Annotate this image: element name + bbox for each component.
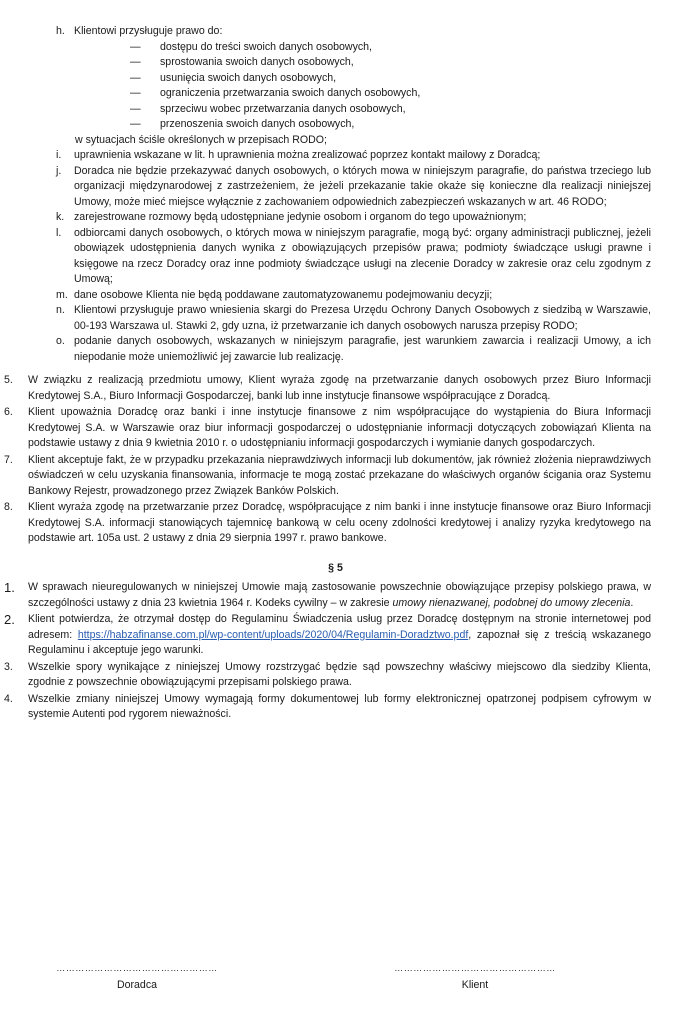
item-text: Klient wyraża zgodę na przetwarzanie przez Doradcę, współpracujące z nim banki i inne instytucje finansowe oraz Biuro Informacji Kredytowej S.A. informacji stanowiących tajemnicę bankową w celu oceny zdolności kredytowej i analizy ryzyka kredytowego na podstawie art. 105a ust. 2 ustawy z dnia 29 sierpnia 1997 r. prawo bankowe. xyxy=(28,501,651,544)
item-label: 5. xyxy=(4,374,13,386)
item-label: j. xyxy=(56,164,62,177)
item-label: 6. xyxy=(4,406,13,418)
right-text: dostępu do treści swoich danych osobowych, xyxy=(160,40,372,53)
item-i xyxy=(56,148,651,164)
item-text xyxy=(28,580,651,611)
item-text: Wszelkie spory wynikające z niniejszej Umowy rozstrzygać będzie sąd powszechny właściwy miejscowo dla siedziby Klienta, zgodnie z powszechnie obowiązującymi przepisami polskiego prawa. xyxy=(28,660,651,688)
signature-klient xyxy=(390,962,560,994)
section-heading: § 5 xyxy=(328,561,343,574)
dash: — xyxy=(130,40,141,53)
right-item xyxy=(130,71,651,87)
s5-paragraph-4 xyxy=(4,692,651,723)
item-text: W związku z realizacją przedmiotu umowy, Klient wyraża zgodę na przetwarzanie danych osobowych przez Biuro Informacji Kredytowej S.A., Biuro Informacji Gospodarczej, banki lub inne instytucje finansowe współpracujące z Doradcą. xyxy=(28,374,651,402)
item-label: o. xyxy=(56,335,65,347)
dash: — xyxy=(130,71,141,84)
paragraph-8 xyxy=(4,500,651,547)
signature-label: Doradca xyxy=(116,979,158,991)
signature-label: Klient xyxy=(461,979,489,991)
item-text-post: , zapoznał się z treścią wskazanego Regulaminu i akceptuje jego warunki. xyxy=(28,628,651,656)
item-label: 3. xyxy=(4,660,13,673)
right-item xyxy=(130,117,651,133)
item-j xyxy=(56,164,651,211)
item-label: 7. xyxy=(4,453,13,466)
item-o xyxy=(56,334,651,365)
item-label: 8. xyxy=(4,501,13,513)
signature-line: …………………………………………… xyxy=(394,963,556,973)
item-text: uprawnienia wskazane w lit. h uprawnienia można zrealizować poprzez kontakt mailowy z Doradcą; xyxy=(74,149,541,161)
right-text: ograniczenia przetwarzania swoich danych osobowych, xyxy=(160,87,421,99)
right-item xyxy=(130,40,651,56)
item-m xyxy=(56,288,651,304)
item-h xyxy=(56,24,651,40)
item-text: podanie danych osobowych, wskazanych w niniejszym paragrafie, jest warunkiem zawarcia i realizacji Umowy, a ich niepodanie może uniemożliwić jej zawarcie lub realizację. xyxy=(74,335,651,363)
dash: — xyxy=(130,56,141,68)
item-text: Klient upoważnia Doradcę oraz banki i inne instytucje finansowe z nim współpracujące do wystąpienia do Biura Informacji Kredytowej S.A. w Warszawie oraz biur informacji gospodarczej o udostępnianie informacji dotyczących zobowiązań Klienta na podstawie ustawy z dnia 9 kwietnia 2010 r. o udostępnianiu informacji gospodarczych i wymianie danych gospodarczych. xyxy=(28,406,651,449)
dash: — xyxy=(130,118,141,130)
s5-paragraph-2 xyxy=(4,612,651,659)
item-label: i. xyxy=(56,149,62,161)
item-text: Klient akceptuje fakt, że w przypadku przekazania nieprawdziwych informacji lub dokumentów, jak również złożenia nieprawdziwych oświadczeń w celu uzyskania finansowania, informacje te mogą zostać przekazane do właściwych organów ścigania oraz Systemu Bankowy Rejestr, prowadzonego przez Związek Banków Polskich. xyxy=(28,453,651,497)
paragraph-6 xyxy=(4,405,651,452)
item-text: Doradca nie będzie przekazywać danych osobowych, o których mowa w niniejszym paragrafie, do państwa trzeciego lub organizacji międzynarodowej z zastrzeżeniem, że jeżeli przekazanie takie okaże się konieczne dla realizacji niniejszej Umowy, może mieć miejsce wyłącznie z zachowaniem odpowiednich zabezpieczeń wskazanych w art. 46 RODO; xyxy=(74,164,651,208)
item-h-tail: w sytuacjach ściśle określonych w przepisach RODO; xyxy=(75,133,327,146)
right-item xyxy=(130,55,651,71)
item-n xyxy=(56,303,651,334)
right-item xyxy=(130,86,651,102)
right-text: sprostowania swoich danych osobowych, xyxy=(160,56,354,68)
item-text-main: W sprawach nieuregulowanych w niniejszej Umowie mają zastosowanie powszechnie obowiązujące przepisy polskiego prawa, w szczególności ustawy z dnia 23 kwietnia 1964 r. Kodeks cywilny – w zakresie xyxy=(28,581,651,609)
item-text: Wszelkie zmiany niniejszej Umowy wymagają formy dokumentowej lub formy elektronicznej opatrzonej podpisem cyfrowym w systemie Autenti pod rygorem nieważności. xyxy=(28,692,651,720)
s5-paragraph-3 xyxy=(4,660,651,691)
right-text: usunięcia swoich danych osobowych, xyxy=(160,71,337,84)
item-label: 2. xyxy=(4,612,15,627)
right-text: sprzeciwu wobec przetwarzania danych osobowych, xyxy=(160,102,406,115)
dash: — xyxy=(130,102,141,115)
item-label: k. xyxy=(56,211,65,223)
item-text-italic: umowy nienazwanej, podobnej do umowy zlecenia xyxy=(392,596,631,609)
rights-list xyxy=(130,40,651,133)
item-text: odbiorcami danych osobowych, o których mowa w niniejszym paragrafie, mogą być: organy administracji publicznej, jeżeli obowiązek udostępnienia danych wynika z obowiązujących przepisów prawa; podmioty świadczące usługi prawne i księgowe na rzecz Doradcy oraz inne podmioty świadczące usługi na zlecenie Doradcy w zakresie oraz celu zgodnym z Umową; xyxy=(74,226,651,285)
item-k xyxy=(56,210,651,226)
item-label: m. xyxy=(56,288,68,301)
item-text xyxy=(28,612,651,659)
item-text-pre: Klient potwierdza, że otrzymał dostęp do Regulaminu Świadczenia usług przez Doradcę dostępnym na stronie internetowej pod adresem: xyxy=(28,613,651,641)
item-label: n. xyxy=(56,304,65,316)
item-label: h. xyxy=(56,25,65,37)
item-label: l. xyxy=(56,226,62,239)
item-h-intro: Klientowi przysługuje prawo do: xyxy=(74,25,223,37)
dash: — xyxy=(130,87,141,99)
right-text: przenoszenia swoich danych osobowych, xyxy=(160,118,355,130)
regulamin-link[interactable]: https://habzafinanse.com.pl/wp-content/uploads/2020/04/Regulamin-Doradztwo.pdf xyxy=(77,628,469,641)
item-text: dane osobowe Klienta nie będą poddawane zautomatyzowanemu podejmowaniu decyzji; xyxy=(74,288,493,301)
item-label: 4. xyxy=(4,692,13,705)
item-text: Klientowi przysługuje prawo wniesienia skargi do Prezesa Urzędu Ochrony Danych Osobowych z siedzibą w Warszawie, 00-193 Warszawa ul. Stawki 2, gdy uzna, iż przetwarzanie ich danych osobowych narusza przepisy RODO; xyxy=(74,304,651,332)
item-text: zarejestrowane rozmowy będą udostępniane jedynie osobom i organom do tego upoważnionym; xyxy=(74,211,527,223)
right-item xyxy=(130,102,651,118)
paragraph-5 xyxy=(4,373,651,404)
signature-line: …………………………………………… xyxy=(56,963,218,973)
signature-doradca xyxy=(52,962,222,994)
item-label: 1. xyxy=(4,580,15,595)
item-l xyxy=(56,226,651,288)
s5-paragraph-1 xyxy=(4,580,651,611)
paragraph-7 xyxy=(4,453,651,500)
item-text-end: . xyxy=(630,596,634,609)
